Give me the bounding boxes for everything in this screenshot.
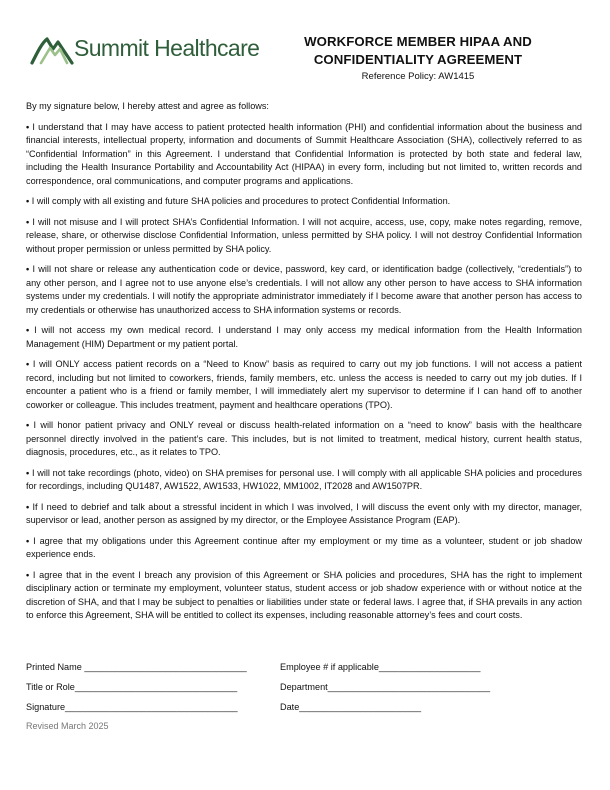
revised-date: Revised March 2025 [26, 721, 109, 731]
bullet-icon: • [26, 535, 30, 546]
agreement-paragraph [26, 467, 582, 494]
agreement-paragraph [26, 195, 582, 209]
paragraph-text: I will not misuse and I will protect SHA’s Confidential Information. I will not acquire, access, use, copy, make notes regarding, remove, release, share, or otherwise disclose Confidential Information, unless permitted by SHA policy. I will not destroy Confidential Information without proper permission or unless permitted by SHA policy. [26, 216, 582, 254]
bullet-icon: • [26, 216, 30, 227]
agreement-paragraph [26, 216, 582, 257]
title-block [300, 33, 536, 83]
printed-name-field[interactable]: Printed Name ________________________________ [26, 662, 247, 672]
paragraph-text: I will not take recordings (photo, video) on SHA premises for personal use. I will comply with all applicable SHA policies and procedures for recordings, including QU1487, AW1522, AW1533, HW1022, MM1002, IT2028 and AW1507PR. [26, 467, 582, 491]
agreement-body [26, 100, 582, 630]
bullet-icon: • [26, 325, 30, 335]
bullet-icon: • [26, 359, 30, 369]
signature-field[interactable]: Signature__________________________________ [26, 702, 238, 712]
signature-row [26, 681, 582, 701]
bullet-icon: • [26, 467, 30, 478]
agreement-paragraph [26, 419, 582, 460]
paragraph-text: I will honor patient privacy and ONLY reveal or discuss health-related information on a “need to know” basis with the healthcare personnel directly involved in the patient’s care. This includes, but is not limited to treatment, medical history, current health status, diagnosis, procedures, etc., as it relates to TPO. [26, 420, 582, 457]
agreement-paragraph [26, 569, 582, 623]
bullet-icon: • [26, 264, 30, 274]
paragraph-text: I agree that in the event I breach any provision of this Agreement or SHA policies and procedures, SHA has the right to implement disciplinary action or terminate my employment, volunteer status, student access or job shadow experience with or without notice at the discretion of SHA, and that I may be subject to penalties or liabilities under state or federal laws. I agree that, if SHA prevails in any action to enforce this Agreement, SHA will be entitled to collect its expenses, including reasonable attorney’s fees and court costs. [26, 569, 582, 620]
agreement-paragraph [26, 324, 582, 351]
signature-block [26, 661, 582, 721]
reference-policy: Reference Policy: AW1415 [361, 71, 475, 82]
intro-text: By my signature below, I hereby attest and agree as follows: [26, 101, 269, 111]
agreement-paragraph [26, 121, 582, 189]
paragraph-text: I understand that I may have access to patient protected health information (PHI) and confidential information about the business and financial interests, intellectual property, information and documents of Summit Healthcare Association (SHA), collectively referred to as “Confidential Information” in this Agreement. I understand that Confidential Information is protected by both state and federal law, including the Health Insurance Portability and Accountability Act (HIPAA) in every form, including but not limited to, written records and correspondence, oral communications, and computer programs and applications. [26, 121, 582, 186]
bullet-icon: • [26, 121, 30, 132]
bullet-icon: • [26, 420, 30, 430]
bullet-icon: • [26, 501, 30, 512]
document-title-line-1: WORKFORCE MEMBER HIPAA AND [304, 34, 532, 49]
paragraph-text: I agree that my obligations under this Agreement continue after my employment or my time as a volunteer, student or job shadow experience ends. [26, 535, 582, 559]
paragraph-text: If I need to debrief and talk about a stressful incident in which I was involved, I will discuss the event only with my director, manager, supervisor or lead, another person as assigned by my director, or the Employee Assistance Program (EAP). [26, 501, 582, 525]
title-role-field[interactable]: Title or Role________________________________ [26, 682, 238, 692]
summit-healthcare-logo [30, 33, 270, 69]
department-field[interactable]: Department________________________________ [280, 682, 491, 692]
agreement-paragraph [26, 263, 582, 317]
logo-text: Summit Healthcare [74, 35, 260, 61]
paragraph-text: I will comply with all existing and future SHA policies and procedures to protect Confidential Information. [31, 196, 451, 206]
document-title-line-2: CONFIDENTIALITY AGREEMENT [313, 52, 523, 67]
agreement-paragraph [26, 358, 582, 412]
signature-row [26, 661, 582, 681]
bullet-icon: • [26, 196, 30, 206]
agreement-paragraph [26, 501, 582, 528]
bullet-icon: • [26, 569, 30, 580]
employee-number-field[interactable]: Employee # if applicable____________________ [280, 662, 481, 672]
paragraph-text: I will not access my own medical record. I understand I may only access my medical information from the Health Information Management (HIM) Department or my patient portal. [26, 325, 582, 349]
date-field[interactable]: Date________________________ [280, 702, 422, 712]
paragraph-text: I will ONLY access patient records on a “Need to Know” basis as required to carry out my job functions. I will not access a patient record, including but not limited to coworkers, friends, family members, etc. unless the access is needed to carry out my job duties. If I encounter a patient who is a friend or family member, I will immediately alert my supervisor to determine if I can hand off to another coworker or colleague. This includes treatment, payment and healthcare operations (TPO). [26, 359, 582, 410]
agreement-paragraph [26, 535, 582, 562]
document-header [0, 0, 610, 92]
signature-row [26, 701, 582, 721]
paragraph-text: I will not share or release any authentication code or device, password, key card, or identification badge (collectively, “credentials”) to any other person, and I agree not to use anyone else’s credentials. I will not allow any other person to have access to SHA information systems under my credentials. I will notify the appropriate administrator immediately if I become aware that another person has access to my credentials or otherwise has unauthorized access to SHA information systems or records. [26, 264, 582, 315]
mountain-icon [30, 33, 74, 65]
